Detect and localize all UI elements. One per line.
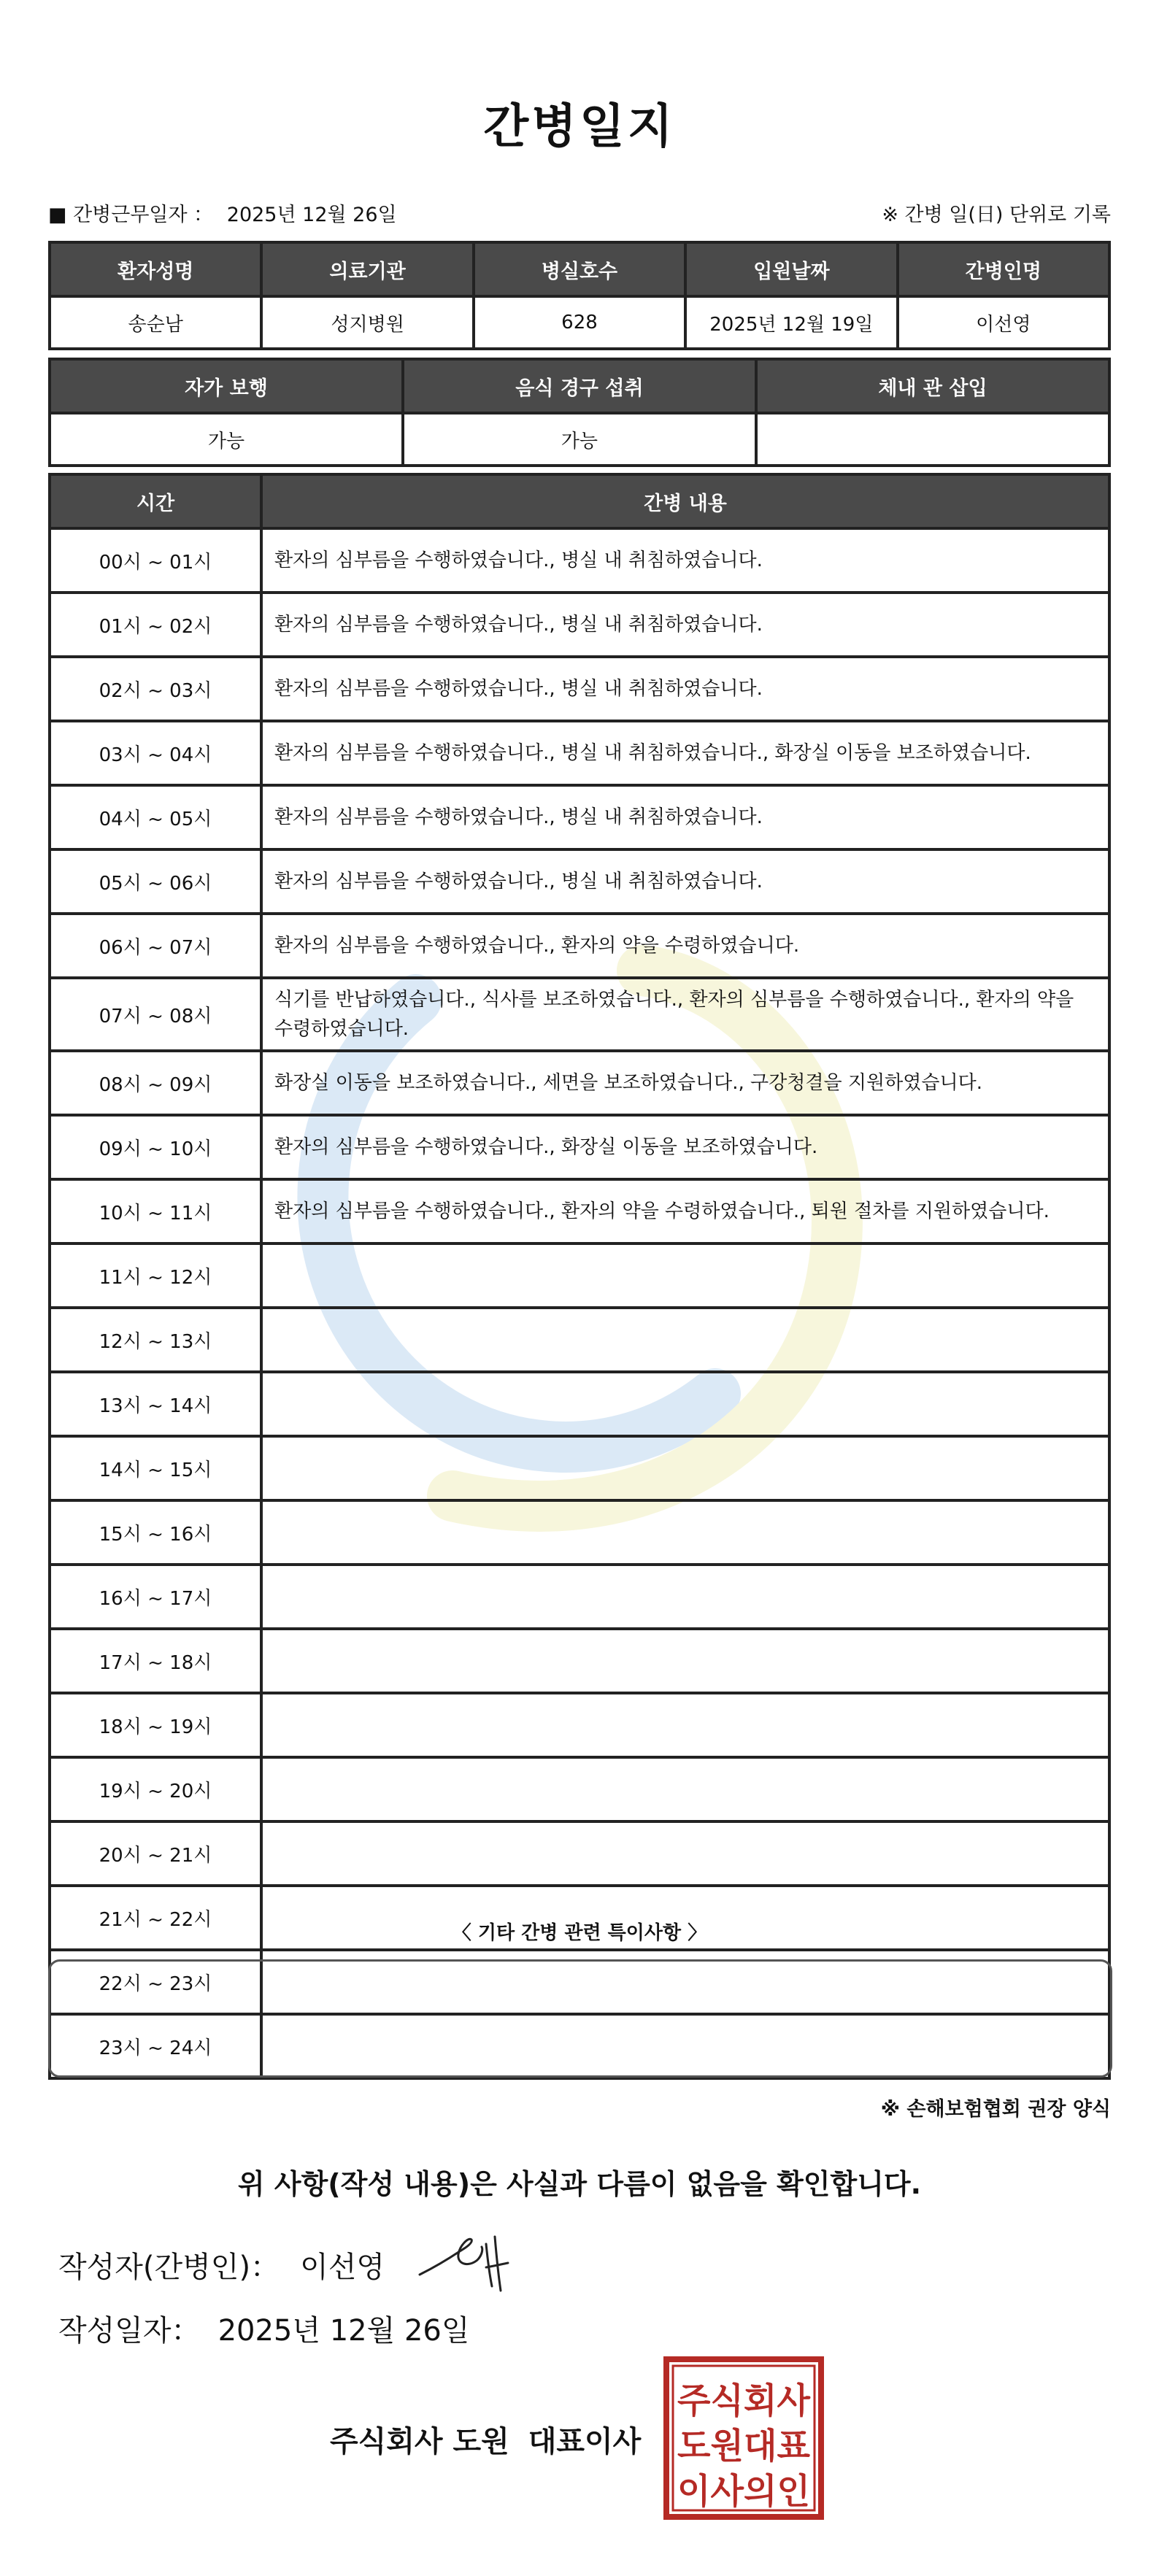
recommendation-note: ※ 손해보험협회 권장 양식: [880, 2098, 1111, 2121]
care-log-time: 03시 ~ 04시: [50, 721, 261, 785]
care-log-time: 18시 ~ 19시: [50, 1693, 261, 1757]
care-log-row: [50, 1308, 1109, 1372]
care-log-row: [50, 1115, 1109, 1179]
care-log-row: [50, 1051, 1109, 1115]
care-log-content: [261, 1308, 1109, 1372]
care-log-time: 00시 ~ 01시: [50, 528, 261, 593]
care-log-row: [50, 593, 1109, 657]
header-tube-insertion: 체내 관 삽입: [756, 359, 1109, 413]
care-log-time: 09시 ~ 10시: [50, 1115, 261, 1179]
care-log-row: [50, 978, 1109, 1051]
patient-info-table: [48, 241, 1111, 350]
care-log-content: [261, 1372, 1109, 1436]
oral-intake-value: 가능: [403, 413, 756, 466]
tube-insertion-value: [756, 413, 1109, 466]
care-log-row: [50, 1821, 1109, 1886]
care-log-content: 식기를 반납하였습니다., 식사를 보조하였습니다., 환자의 심부름을 수행하였습니다., 환자의 약을 수령하였습니다.: [261, 978, 1109, 1051]
written-date-value: 2025년 12월 26일: [217, 2314, 470, 2348]
header-admission-date: 입원날짜: [685, 242, 897, 296]
header-care-content: 간병 내용: [261, 474, 1109, 528]
care-log-row: [50, 785, 1109, 849]
writer-label: 작성자(간병인)：: [58, 2251, 280, 2284]
header-patient-name: 환자성명: [50, 242, 261, 296]
care-log-row: [50, 1757, 1109, 1821]
admission-date: 2025년 12월 19일: [685, 296, 897, 349]
patient-status-value-row: [50, 413, 1109, 466]
care-log-content: 환자의 심부름을 수행하였습니다., 병실 내 취침하였습니다.: [261, 657, 1109, 721]
care-log-time: 13시 ~ 14시: [50, 1372, 261, 1436]
patient-name: 송순남: [50, 296, 261, 349]
care-log-time: 22시 ~ 23시: [50, 1950, 261, 2014]
care-log-time: 21시 ~ 22시: [50, 1886, 261, 1950]
care-log-content: 환자의 심부름을 수행하였습니다., 환자의 약을 수령하였습니다.: [261, 914, 1109, 978]
writer-name: 이선영: [300, 2251, 385, 2284]
care-log-content: 환자의 심부름을 수행하였습니다., 병실 내 취침하였습니다.: [261, 528, 1109, 593]
header-time: 시간: [50, 474, 261, 528]
header-room-number: 병실호수: [474, 242, 685, 296]
patient-info-header-row: [50, 242, 1109, 296]
care-log-time: 07시 ~ 08시: [50, 978, 261, 1051]
care-log-content: 환자의 심부름을 수행하였습니다., 병실 내 취침하였습니다.: [261, 785, 1109, 849]
care-log-row: [50, 849, 1109, 914]
care-log-time: 05시 ~ 06시: [50, 849, 261, 914]
care-log-time: 01시 ~ 02시: [50, 593, 261, 657]
care-log-row: [50, 914, 1109, 978]
care-log-row: [50, 1500, 1109, 1565]
care-log-content: [261, 1243, 1109, 1308]
work-date-value: 2025년 12월 26일: [226, 204, 397, 226]
seal-line-2: 도원대표: [677, 2426, 811, 2467]
care-log-content: 환자의 심부름을 수행하였습니다., 병실 내 취침하였습니다.: [261, 849, 1109, 914]
seal-line-3: 이사의인: [677, 2471, 810, 2512]
patient-status-table: [48, 358, 1111, 467]
care-log-row: [50, 1693, 1109, 1757]
writer-line: [58, 2244, 385, 2286]
signature-icon: [416, 2229, 525, 2295]
written-date-label: 작성일자：: [58, 2314, 201, 2348]
written-date-line: [58, 2307, 470, 2349]
care-log-content: 환자의 심부름을 수행하였습니다., 병실 내 취침하였습니다., 화장실 이동을 보조하였습니다.: [261, 721, 1109, 785]
header-caregiver-name: 간병인명: [898, 242, 1109, 296]
care-log-time: 23시 ~ 24시: [50, 2014, 261, 2078]
care-log-header-row: [50, 474, 1109, 528]
care-log-time: 08시 ~ 09시: [50, 1051, 261, 1115]
work-date: [48, 198, 397, 227]
patient-status-header-row: [50, 359, 1109, 413]
care-log-content: [261, 1693, 1109, 1757]
care-log-row: [50, 528, 1109, 593]
care-log-time: 11시 ~ 12시: [50, 1243, 261, 1308]
header-oral-intake: 음식 경구 섭취: [403, 359, 756, 413]
care-log-content: 환자의 심부름을 수행하였습니다., 병실 내 취침하였습니다.: [261, 593, 1109, 657]
care-log-body: [50, 528, 1109, 2078]
care-log-time: 02시 ~ 03시: [50, 657, 261, 721]
care-log-time: 04시 ~ 05시: [50, 785, 261, 849]
care-log-content: 환자의 심부름을 수행하였습니다., 환자의 약을 수령하였습니다., 퇴원 절차를 지원하였습니다.: [261, 1179, 1109, 1243]
care-log-time: 15시 ~ 16시: [50, 1500, 261, 1565]
care-log-content: [261, 1500, 1109, 1565]
care-log-content: [261, 1629, 1109, 1693]
care-log-time: 20시 ~ 21시: [50, 1821, 261, 1886]
work-date-label: ■ 간병근무일자 ：: [48, 204, 214, 226]
room-number: 628: [474, 296, 685, 349]
care-log-row: [50, 1629, 1109, 1693]
care-log-row: [50, 1179, 1109, 1243]
care-log-row: [50, 1372, 1109, 1436]
care-log-time: 16시 ~ 17시: [50, 1565, 261, 1629]
self-walking-value: 가능: [50, 413, 403, 466]
notes-title: 〈 기타 간병 관련 특이사항 〉: [452, 1922, 707, 1944]
care-log-content: [261, 1565, 1109, 1629]
care-log-row: [50, 721, 1109, 785]
care-log-time: 06시 ~ 07시: [50, 914, 261, 978]
care-log-row: [50, 1243, 1109, 1308]
record-unit-note: ※ 간병 일(日) 단위로 기록: [882, 204, 1111, 226]
seal-line-1: 주식회사: [677, 2380, 811, 2421]
care-log-row: [50, 1436, 1109, 1500]
hospital-name: 성지병원: [261, 296, 473, 349]
care-log-time: 10시 ~ 11시: [50, 1179, 261, 1243]
care-log-content: [261, 1436, 1109, 1500]
notes-box: [48, 1959, 1112, 2078]
care-log-content: 환자의 심부름을 수행하였습니다., 화장실 이동을 보조하였습니다.: [261, 1115, 1109, 1179]
care-log-content: [261, 1821, 1109, 1886]
company-name: 주식회사 도원: [330, 2425, 509, 2459]
care-log-row: [50, 657, 1109, 721]
company-line: [330, 2418, 641, 2460]
patient-info-value-row: [50, 296, 1109, 349]
header-self-walking: 자가 보행: [50, 359, 403, 413]
care-log-time: 19시 ~ 20시: [50, 1757, 261, 1821]
care-log-content: [261, 1757, 1109, 1821]
confirmation-statement: 위 사항(작성 내용)은 사실과 다름이 없음을 확인합니다.: [237, 2168, 922, 2200]
company-seal-icon: [663, 2356, 825, 2521]
caregiver-name: 이선영: [898, 296, 1109, 349]
care-log-time: 14시 ~ 15시: [50, 1436, 261, 1500]
care-log-time: 17시 ~ 18시: [50, 1629, 261, 1693]
care-log-row: [50, 1565, 1109, 1629]
document-title: 간병일지: [483, 100, 676, 154]
care-log-time: 12시 ~ 13시: [50, 1308, 261, 1372]
representative-title: 대표이사: [528, 2425, 642, 2459]
care-log-content: 화장실 이동을 보조하였습니다., 세면을 보조하였습니다., 구강청결을 지원하였습니다.: [261, 1051, 1109, 1115]
care-log-table: [48, 473, 1111, 2080]
header-hospital: 의료기관: [261, 242, 473, 296]
